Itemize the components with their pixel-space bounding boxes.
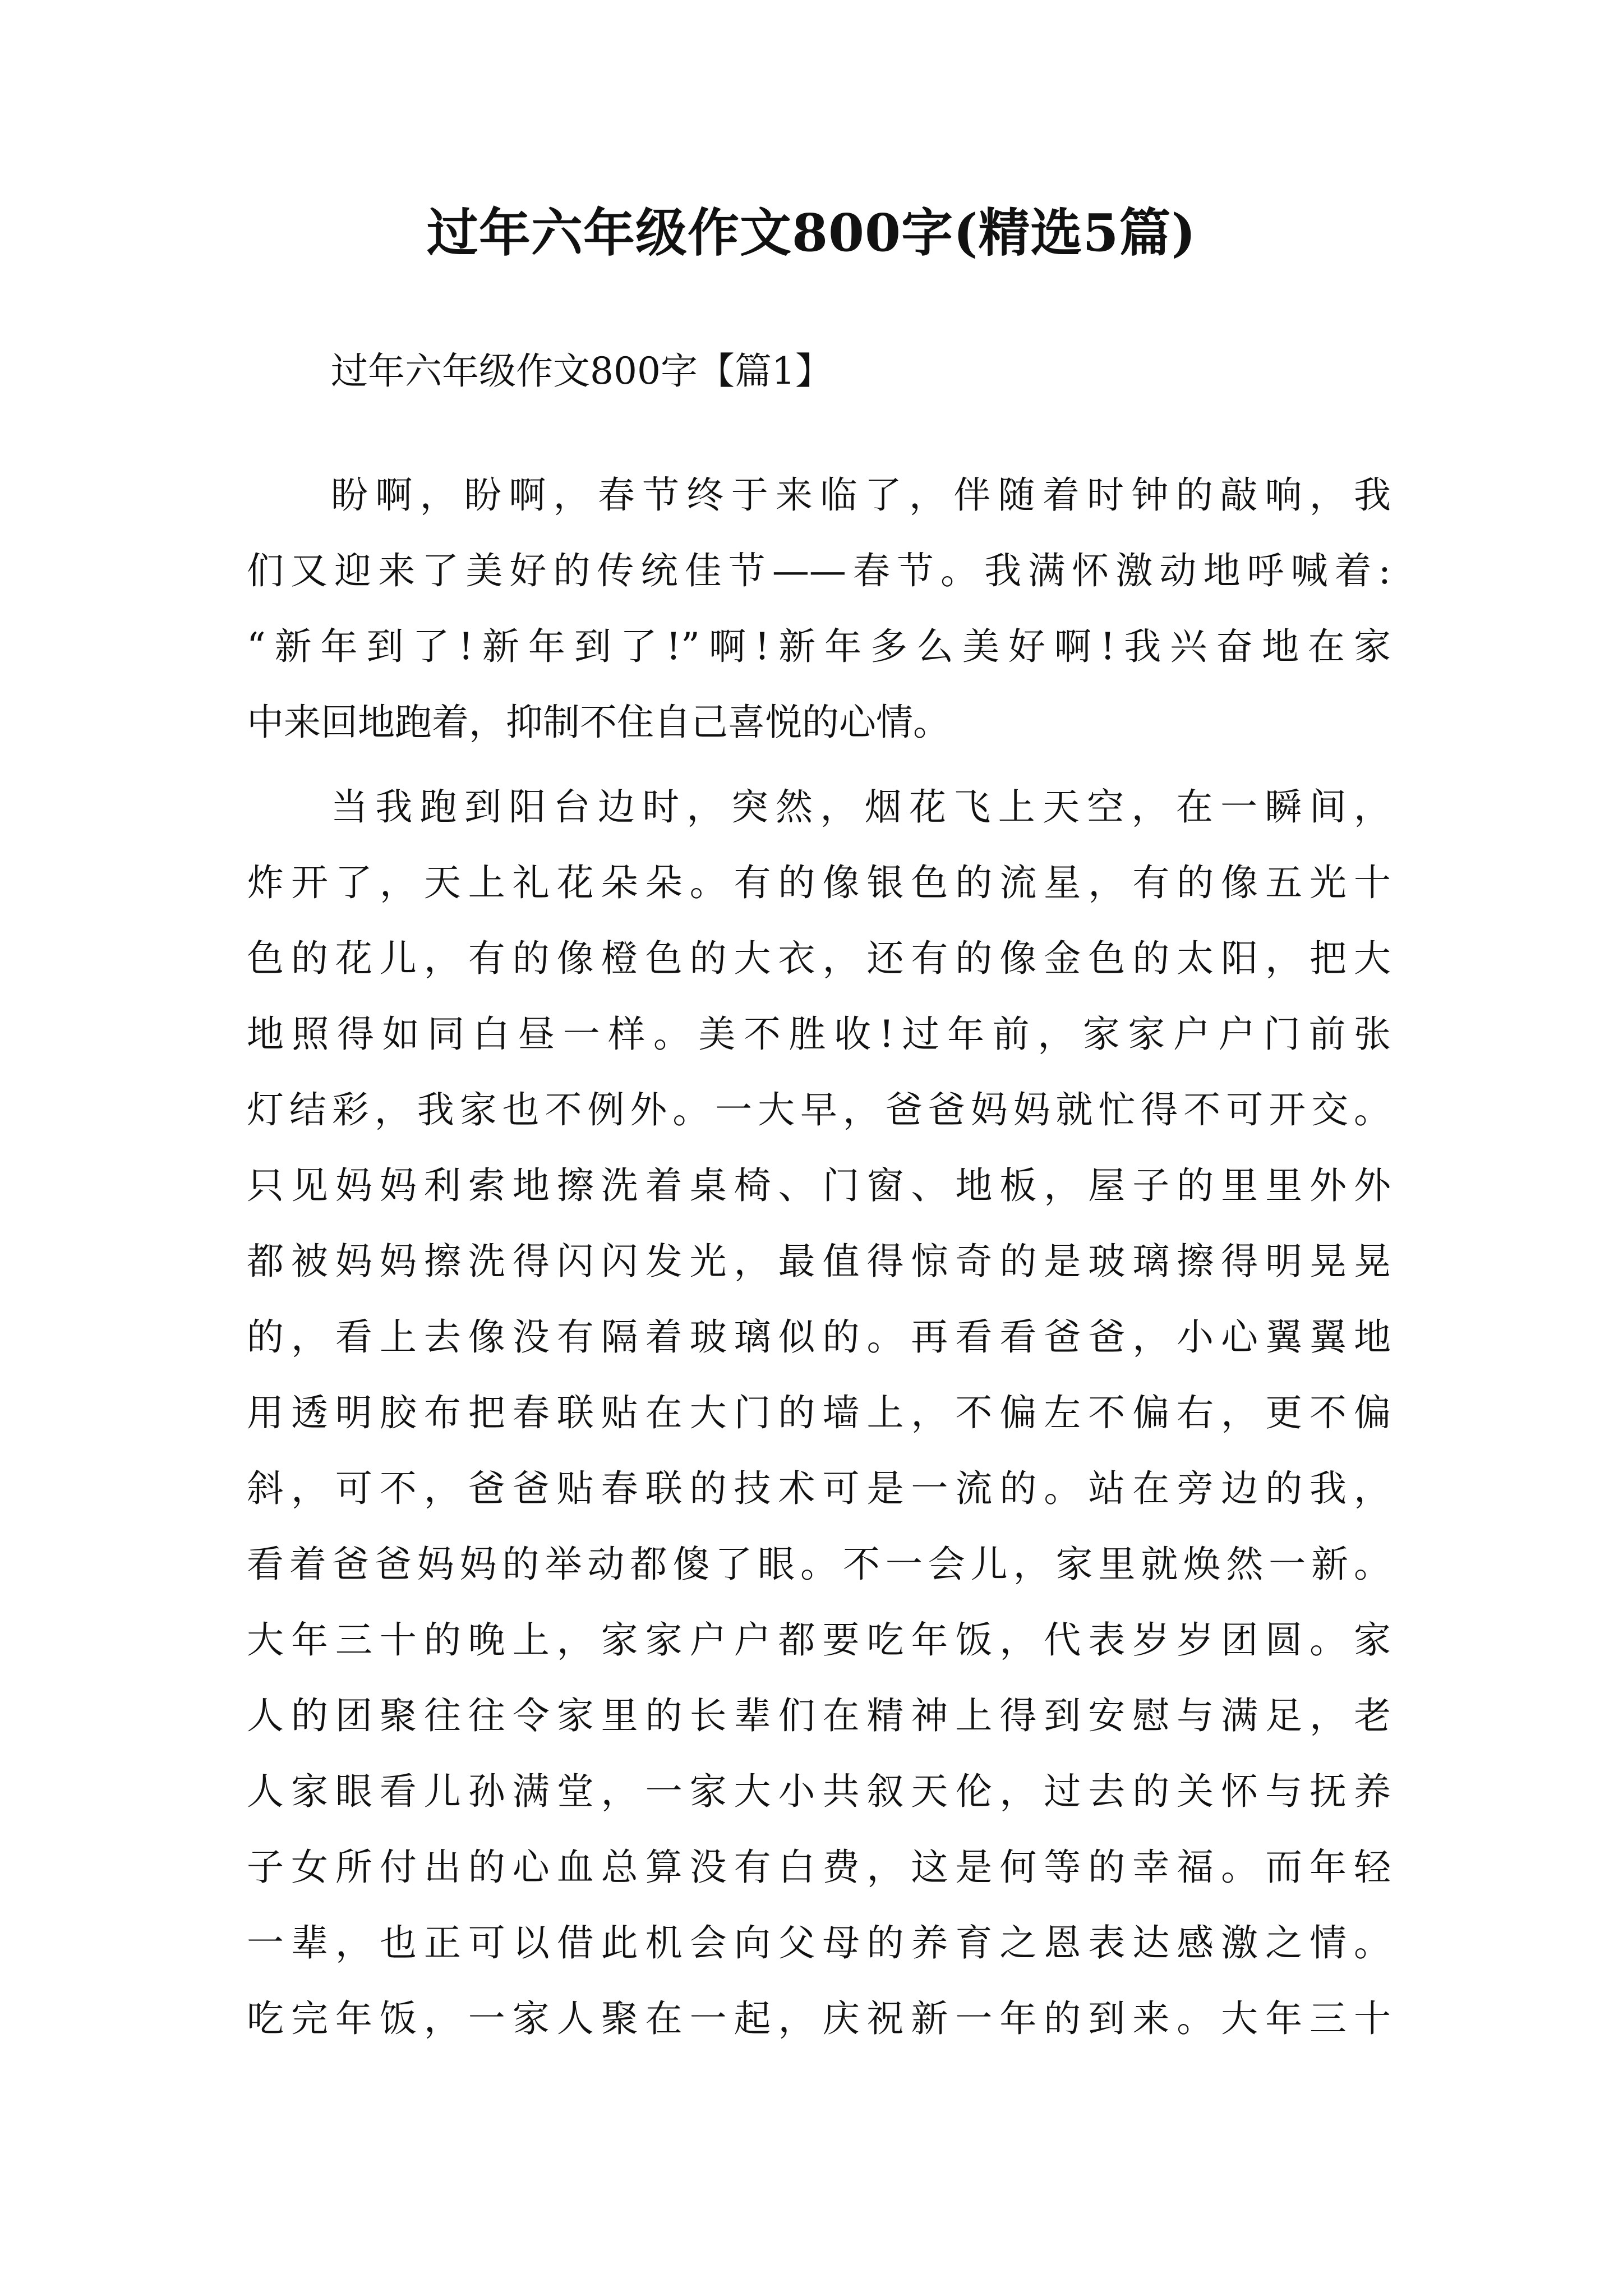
paragraph-line: 当我跑到阳台边时，突然，烟花飞上天空，在一瞬间，: [331, 785, 1391, 829]
document-title: 过年六年级作文800字(精选5篇): [426, 203, 1197, 263]
paragraph-line: 都被妈妈擦洗得闪闪发光，最值得惊奇的是玻璃擦得明晃晃: [247, 1240, 1391, 1283]
paragraph-line: 灯结彩，我家也不例外。一大早，爸爸妈妈就忙得不可开交。: [247, 1088, 1391, 1131]
paragraph-line: 子女所付出的心血总算没有白费，这是何等的幸福。而年轻: [247, 1846, 1391, 1889]
paragraph-line: 的，看上去像没有隔着玻璃似的。再看看爸爸，小心翼翼地: [247, 1315, 1391, 1359]
paragraph-line: 地照得如同白昼一样。美不胜收!过年前，家家户户门前张: [247, 1013, 1391, 1056]
paragraph-line: 人的团聚往往令家里的长辈们在精神上得到安慰与满足，老: [247, 1694, 1391, 1737]
paragraph-line: 一辈，也正可以借此机会向父母的养育之恩表达感激之情。: [247, 1921, 1391, 1964]
section-heading: 过年六年级作文800字【篇1】: [331, 349, 832, 393]
paragraph-line: “新年到了!新年到了!”啊!新年多么美好啊!我兴奋地在家: [247, 625, 1391, 668]
paragraph-line: 只见妈妈利索地擦洗着桌椅、门窗、地板，屋子的里里外外: [247, 1164, 1391, 1207]
paragraph-line: 看着爸爸妈妈的举动都傻了眼。不一会儿，家里就焕然一新。: [247, 1543, 1391, 1586]
paragraph-line: 吃完年饭，一家人聚在一起，庆祝新一年的到来。大年三十: [247, 1997, 1391, 2040]
paragraph-line: 盼啊，盼啊，春节终于来临了，伴随着时钟的敲响，我: [331, 473, 1391, 517]
paragraph-line: 炸开了，天上礼花朵朵。有的像银色的流星，有的像五光十: [247, 861, 1391, 904]
paragraph-line: 色的花儿，有的像橙色的大衣，还有的像金色的太阳，把大: [247, 937, 1391, 980]
paragraph-line: 斜，可不，爸爸贴春联的技术可是一流的。站在旁边的我，: [247, 1467, 1391, 1510]
paragraph-line: 用透明胶布把春联贴在大门的墙上，不偏左不偏右，更不偏: [247, 1391, 1391, 1434]
paragraph-line: 人家眼看儿孙满堂，一家大小共叙天伦，过去的关怀与抚养: [247, 1770, 1391, 1813]
paragraph-line: 们又迎来了美好的传统佳节——春节。我满怀激动地呼喊着:: [247, 549, 1391, 592]
paragraph-line: 中来回地跑着，抑制不住自己喜悦的心情。: [247, 701, 950, 744]
paragraph-line: 大年三十的晚上，家家户户都要吃年饭，代表岁岁团圆。家: [247, 1618, 1391, 1662]
